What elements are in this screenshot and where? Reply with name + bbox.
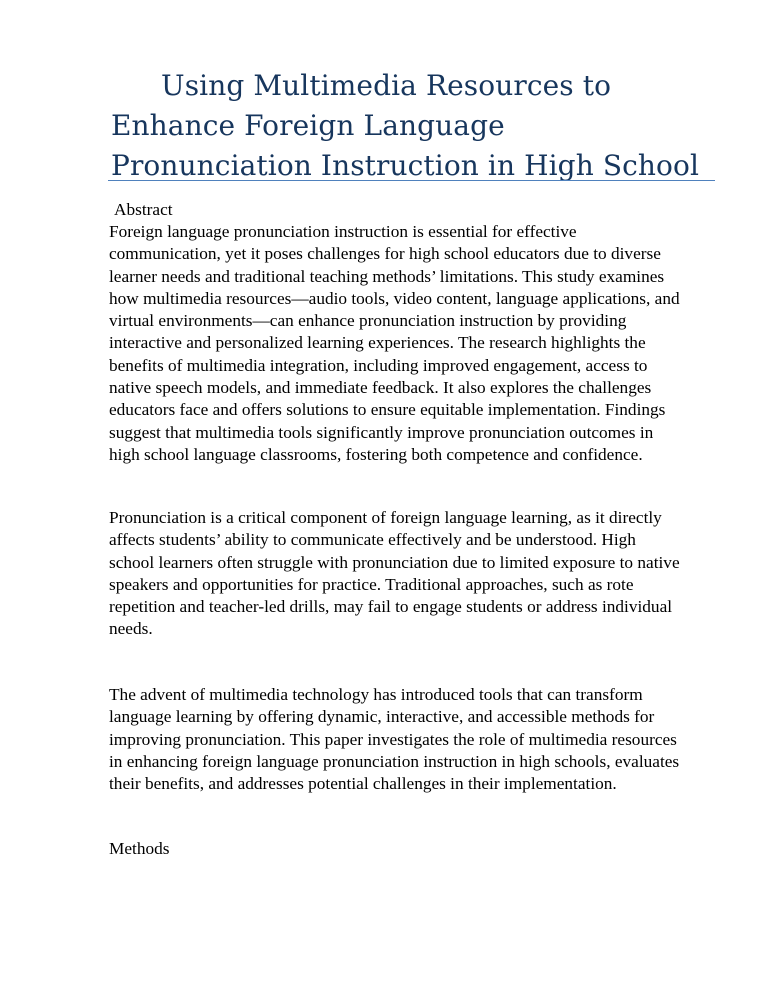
text-line: how multimedia resources—audio tools, video content, language applications, and: [109, 288, 680, 308]
title-line-3: Pronunciation Instruction in High School: [111, 149, 700, 182]
text-line: repetition and teacher-led drills, may fail to engage students or address individual: [109, 597, 673, 617]
text-line: interactive and personalized learning experiences. The research highlights the: [109, 333, 646, 353]
title-divider: [108, 180, 715, 181]
text-line: Foreign language pronunciation instruction is essential for effective: [109, 222, 577, 241]
text-line: communication, yet it poses challenges for high school educators due to diverse: [109, 244, 661, 264]
text-line: benefits of multimedia integration, including improved engagement, access to: [109, 355, 648, 375]
text-line: The advent of multimedia technology has introduced tools that can transform: [109, 685, 643, 704]
text-line: high school language classrooms, fostering both competence and confidence.: [109, 444, 643, 464]
text-line: virtual environments—can enhance pronunciation instruction by providing: [109, 311, 627, 331]
text-line: educators face and offers solutions to ensure equitable implementation. Findings: [109, 400, 666, 420]
text-line: their benefits, and addresses potential challenges in their implementation.: [109, 774, 617, 794]
abstract-paragraph: [109, 221, 729, 466]
text-line: speakers and opportunities for practice. Traditional approaches, such as rote: [109, 574, 634, 594]
text-line: school learners often struggle with pronunciation due to limited exposure to native: [109, 552, 680, 572]
title-line-2: Enhance Foreign Language: [111, 109, 505, 142]
intro-paragraph-1: [109, 507, 729, 641]
title-line-1: Using Multimedia Resources to: [161, 69, 612, 102]
text-line: affects students’ ability to communicate effectively and be understood. High: [109, 530, 636, 550]
text-line: Pronunciation is a critical component of foreign language learning, as it directly: [109, 508, 662, 527]
text-line: learner needs and traditional teaching methods’ limitations. This study examines: [109, 266, 665, 286]
abstract-heading: Abstract: [114, 200, 173, 219]
text-line: suggest that multimedia tools significantly improve pronunciation outcomes in: [109, 422, 654, 442]
intro-paragraph-2: [109, 684, 729, 795]
text-line: in enhancing foreign language pronunciation instruction in high schools, evaluates: [109, 751, 680, 771]
document-title: [111, 66, 721, 186]
text-line: language learning by offering dynamic, interactive, and accessible methods for: [109, 707, 655, 727]
text-line: needs.: [109, 619, 153, 639]
text-line: improving pronunciation. This paper investigates the role of multimedia resources: [109, 729, 677, 749]
text-line: native speech models, and immediate feedback. It also explores the challenges: [109, 378, 652, 398]
methods-heading: Methods: [109, 839, 170, 858]
